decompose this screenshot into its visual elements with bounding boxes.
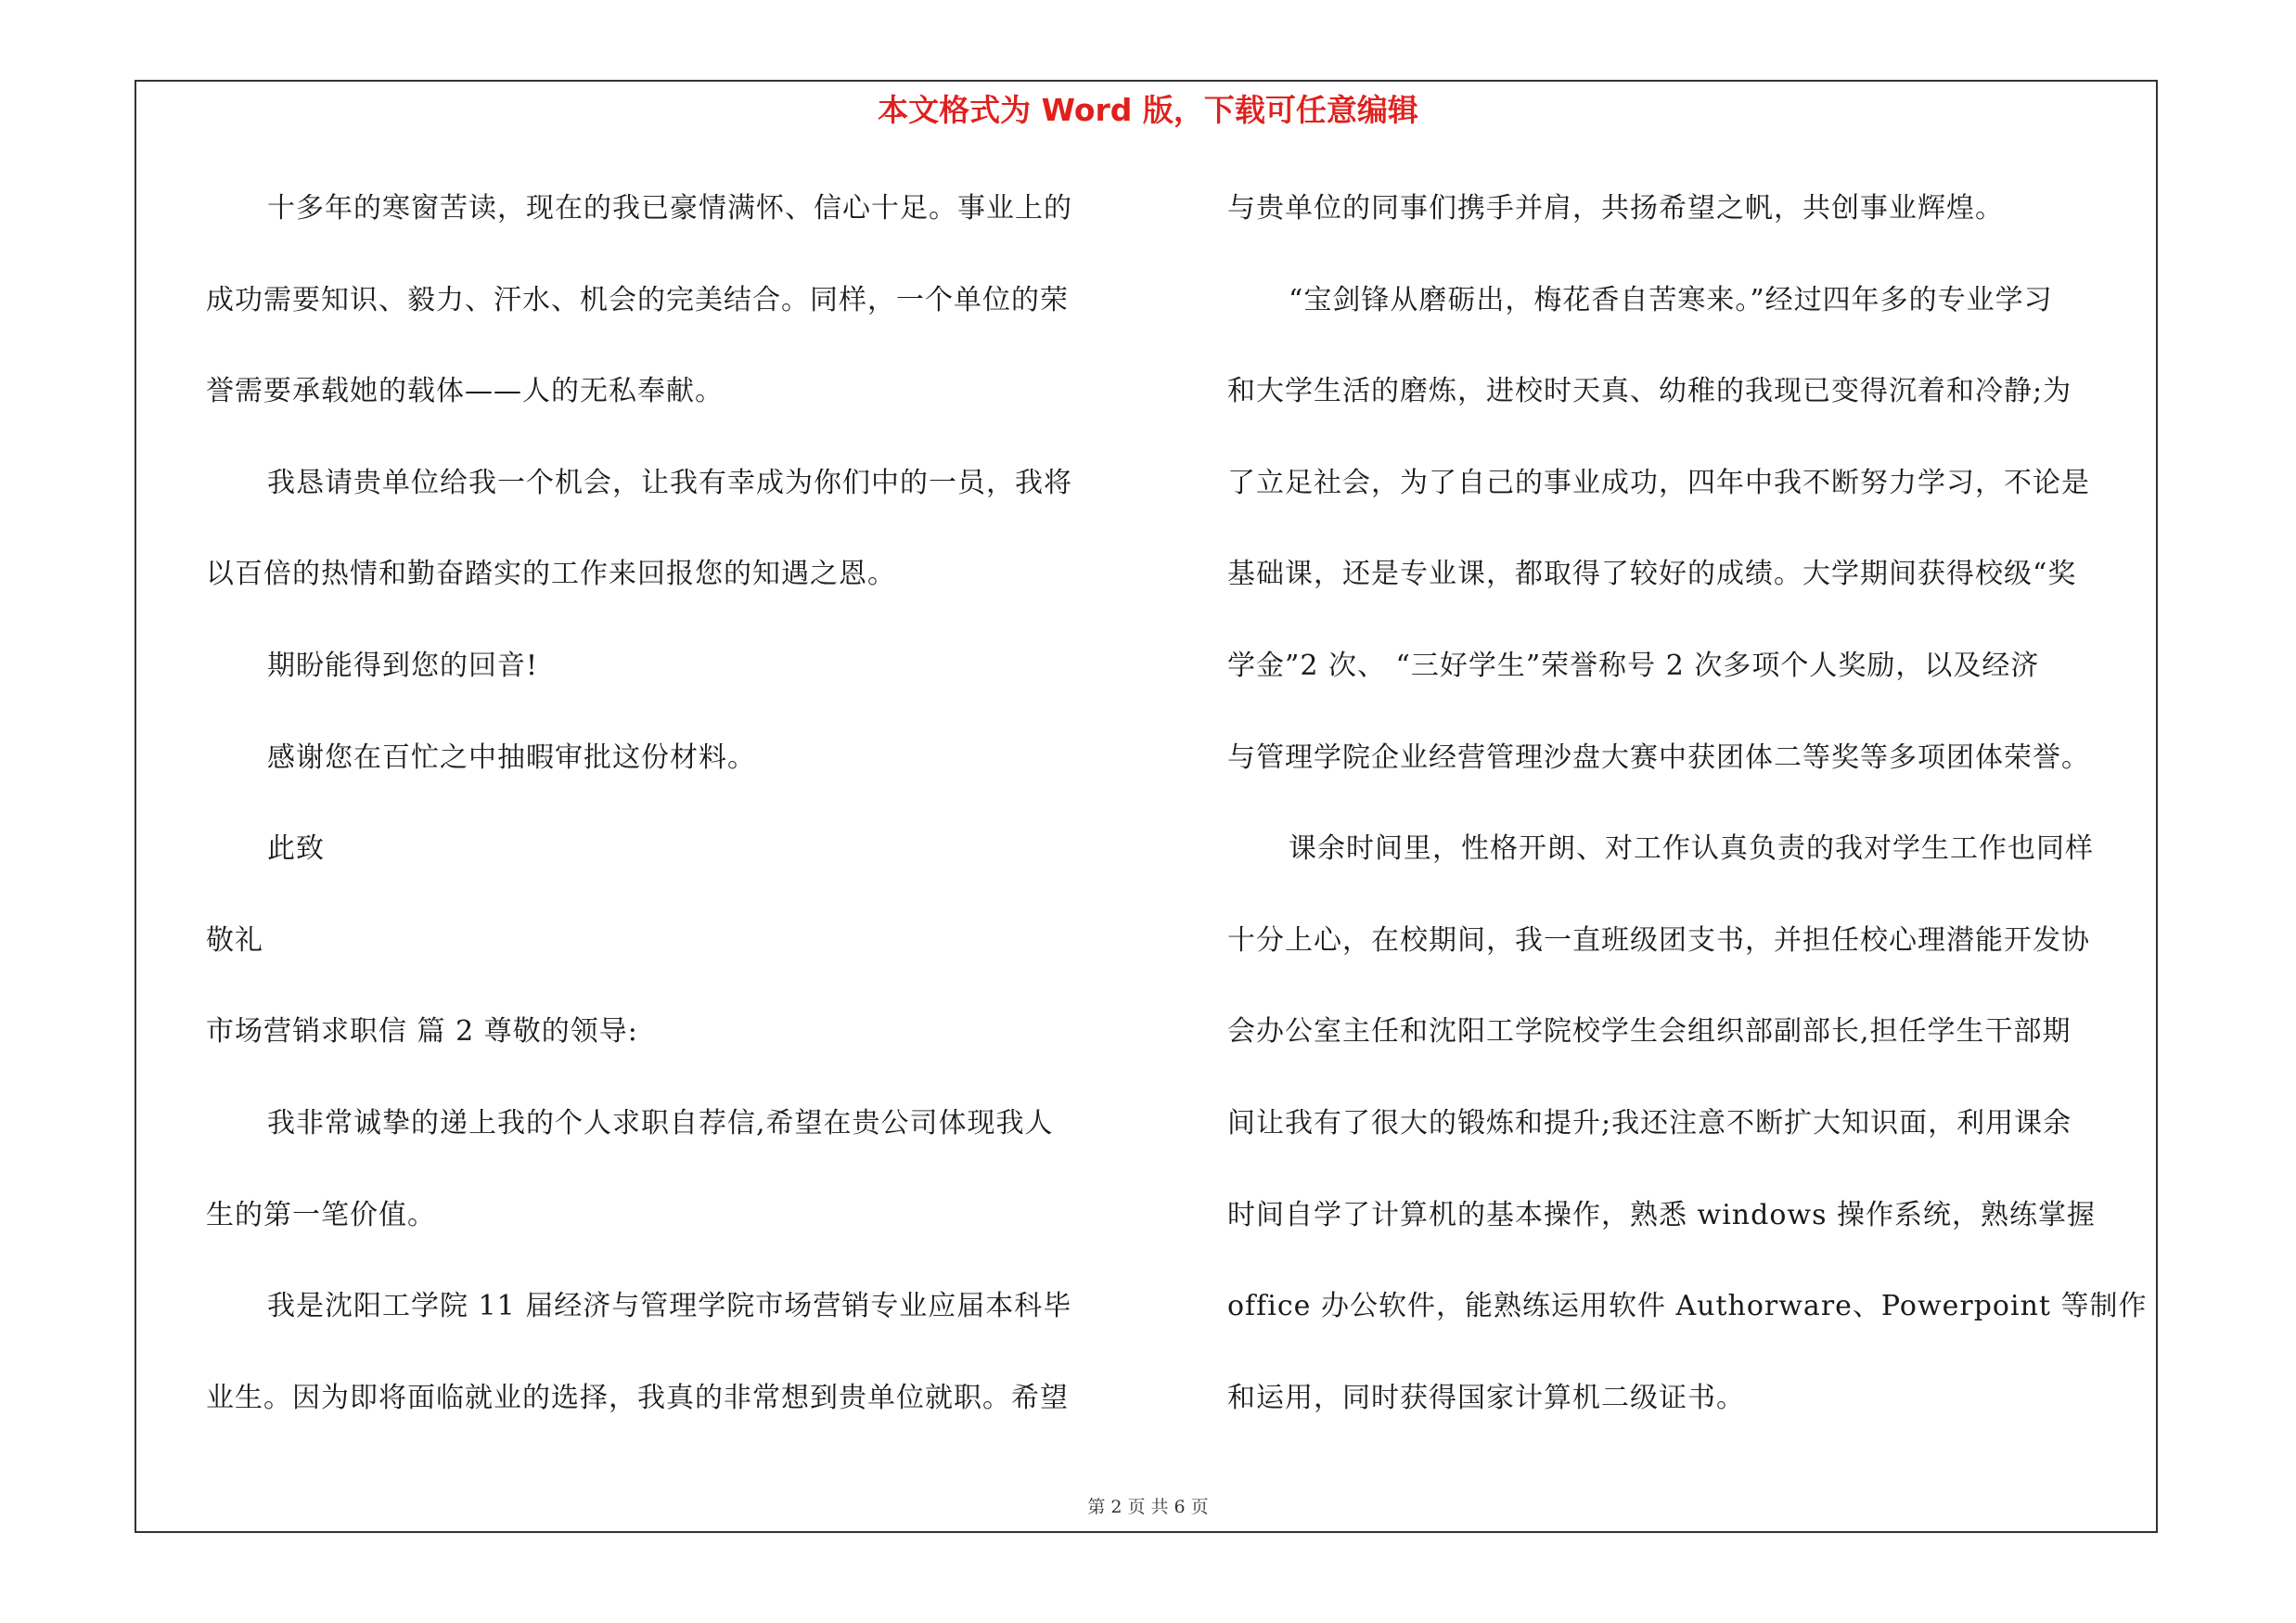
text-line: 十分上心，在校期间，我一直班级团支书，并担任校心理潜能开发协 [1227, 923, 2090, 957]
text-line: 十多年的寒窗苦读，现在的我已豪情满怀、信心十足。事业上的 [267, 192, 1072, 225]
right-text-column [1227, 181, 2166, 1462]
text-line: 时间自学了计算机的基本操作，熟悉 windows 操作系统，熟练掌握 [1227, 1198, 2097, 1231]
word-format-banner: 本文格式为 Word 版，下载可任意编辑 [878, 92, 1418, 128]
text-line: 此致 [267, 832, 325, 866]
text-line: 期盼能得到您的回音! [267, 649, 539, 682]
text-line: 敬礼 [206, 923, 263, 957]
text-line: 我非常诚挚的递上我的个人求职自荐信,希望在贵公司体现我人 [267, 1106, 1054, 1140]
text-line: 我恳请贵单位给我一个机会，让我有幸成为你们中的一员，我将 [267, 466, 1072, 499]
text-line: 间让我有了很大的锻炼和提升;我还注意不断扩大知识面，利用课余 [1227, 1106, 2072, 1140]
text-line: 会办公室主任和沈阳工学院校学生会组织部副部长,担任学生干部期 [1227, 1015, 2072, 1049]
text-line: 市场营销求职信 篇 2 尊敬的领导: [206, 1015, 638, 1049]
text-line: 我是沈阳工学院 11 届经济与管理学院市场营销专业应届本科毕 [267, 1290, 1072, 1323]
text-line: 誉需要承载她的载体——人的无私奉献。 [206, 375, 724, 408]
text-line: 课余时间里，性格开朗、对工作认真负责的我对学生工作也同样 [1289, 832, 2094, 866]
text-line: 生的第一笔价值。 [206, 1198, 436, 1231]
text-line: 成功需要知识、毅力、汗水、机会的完美结合。同样，一个单位的荣 [206, 283, 1069, 316]
text-line: 学金”2 次、 “三好学生”荣誉称号 2 次多项个人奖励，以及经济 [1227, 649, 2040, 682]
text-line: 基础课，还是专业课，都取得了较好的成绩。大学期间获得校级“奖 [1227, 558, 2077, 591]
text-line: 和大学生活的磨炼，进校时天真、幼稚的我现已变得沉着和冷静;为 [1227, 375, 2072, 408]
text-line: 以百倍的热情和勤奋踏实的工作来回报您的知遇之恩。 [206, 558, 896, 591]
text-line: “宝剑锋从磨砺出，梅花香自苦寒来。”经过四年多的专业学习 [1289, 283, 2053, 316]
text-line: 与贵单位的同事们携手并肩，共扬希望之帆，共创事业辉煌。 [1227, 192, 2004, 225]
text-line: 感谢您在百忙之中抽暇审批这份材料。 [267, 741, 756, 774]
text-line: 和运用，同时获得国家计算机二级证书。 [1227, 1381, 1745, 1414]
page-number-footer: 第 2 页 共 6 页 [1087, 1497, 1209, 1517]
text-line: 了立足社会，为了自己的事业成功，四年中我不断努力学习，不论是 [1227, 466, 2090, 499]
text-line: 与管理学院企业经营管理沙盘大赛中获团体二等奖等多项团体荣誉。 [1227, 741, 2090, 774]
left-text-column [206, 181, 1134, 1462]
text-line: office 办公软件，能熟练运用软件 Authorware、Powerpoint 等制作 [1227, 1290, 2148, 1323]
text-line: 业生。因为即将面临就业的选择，我真的非常想到贵单位就职。希望 [206, 1381, 1069, 1414]
